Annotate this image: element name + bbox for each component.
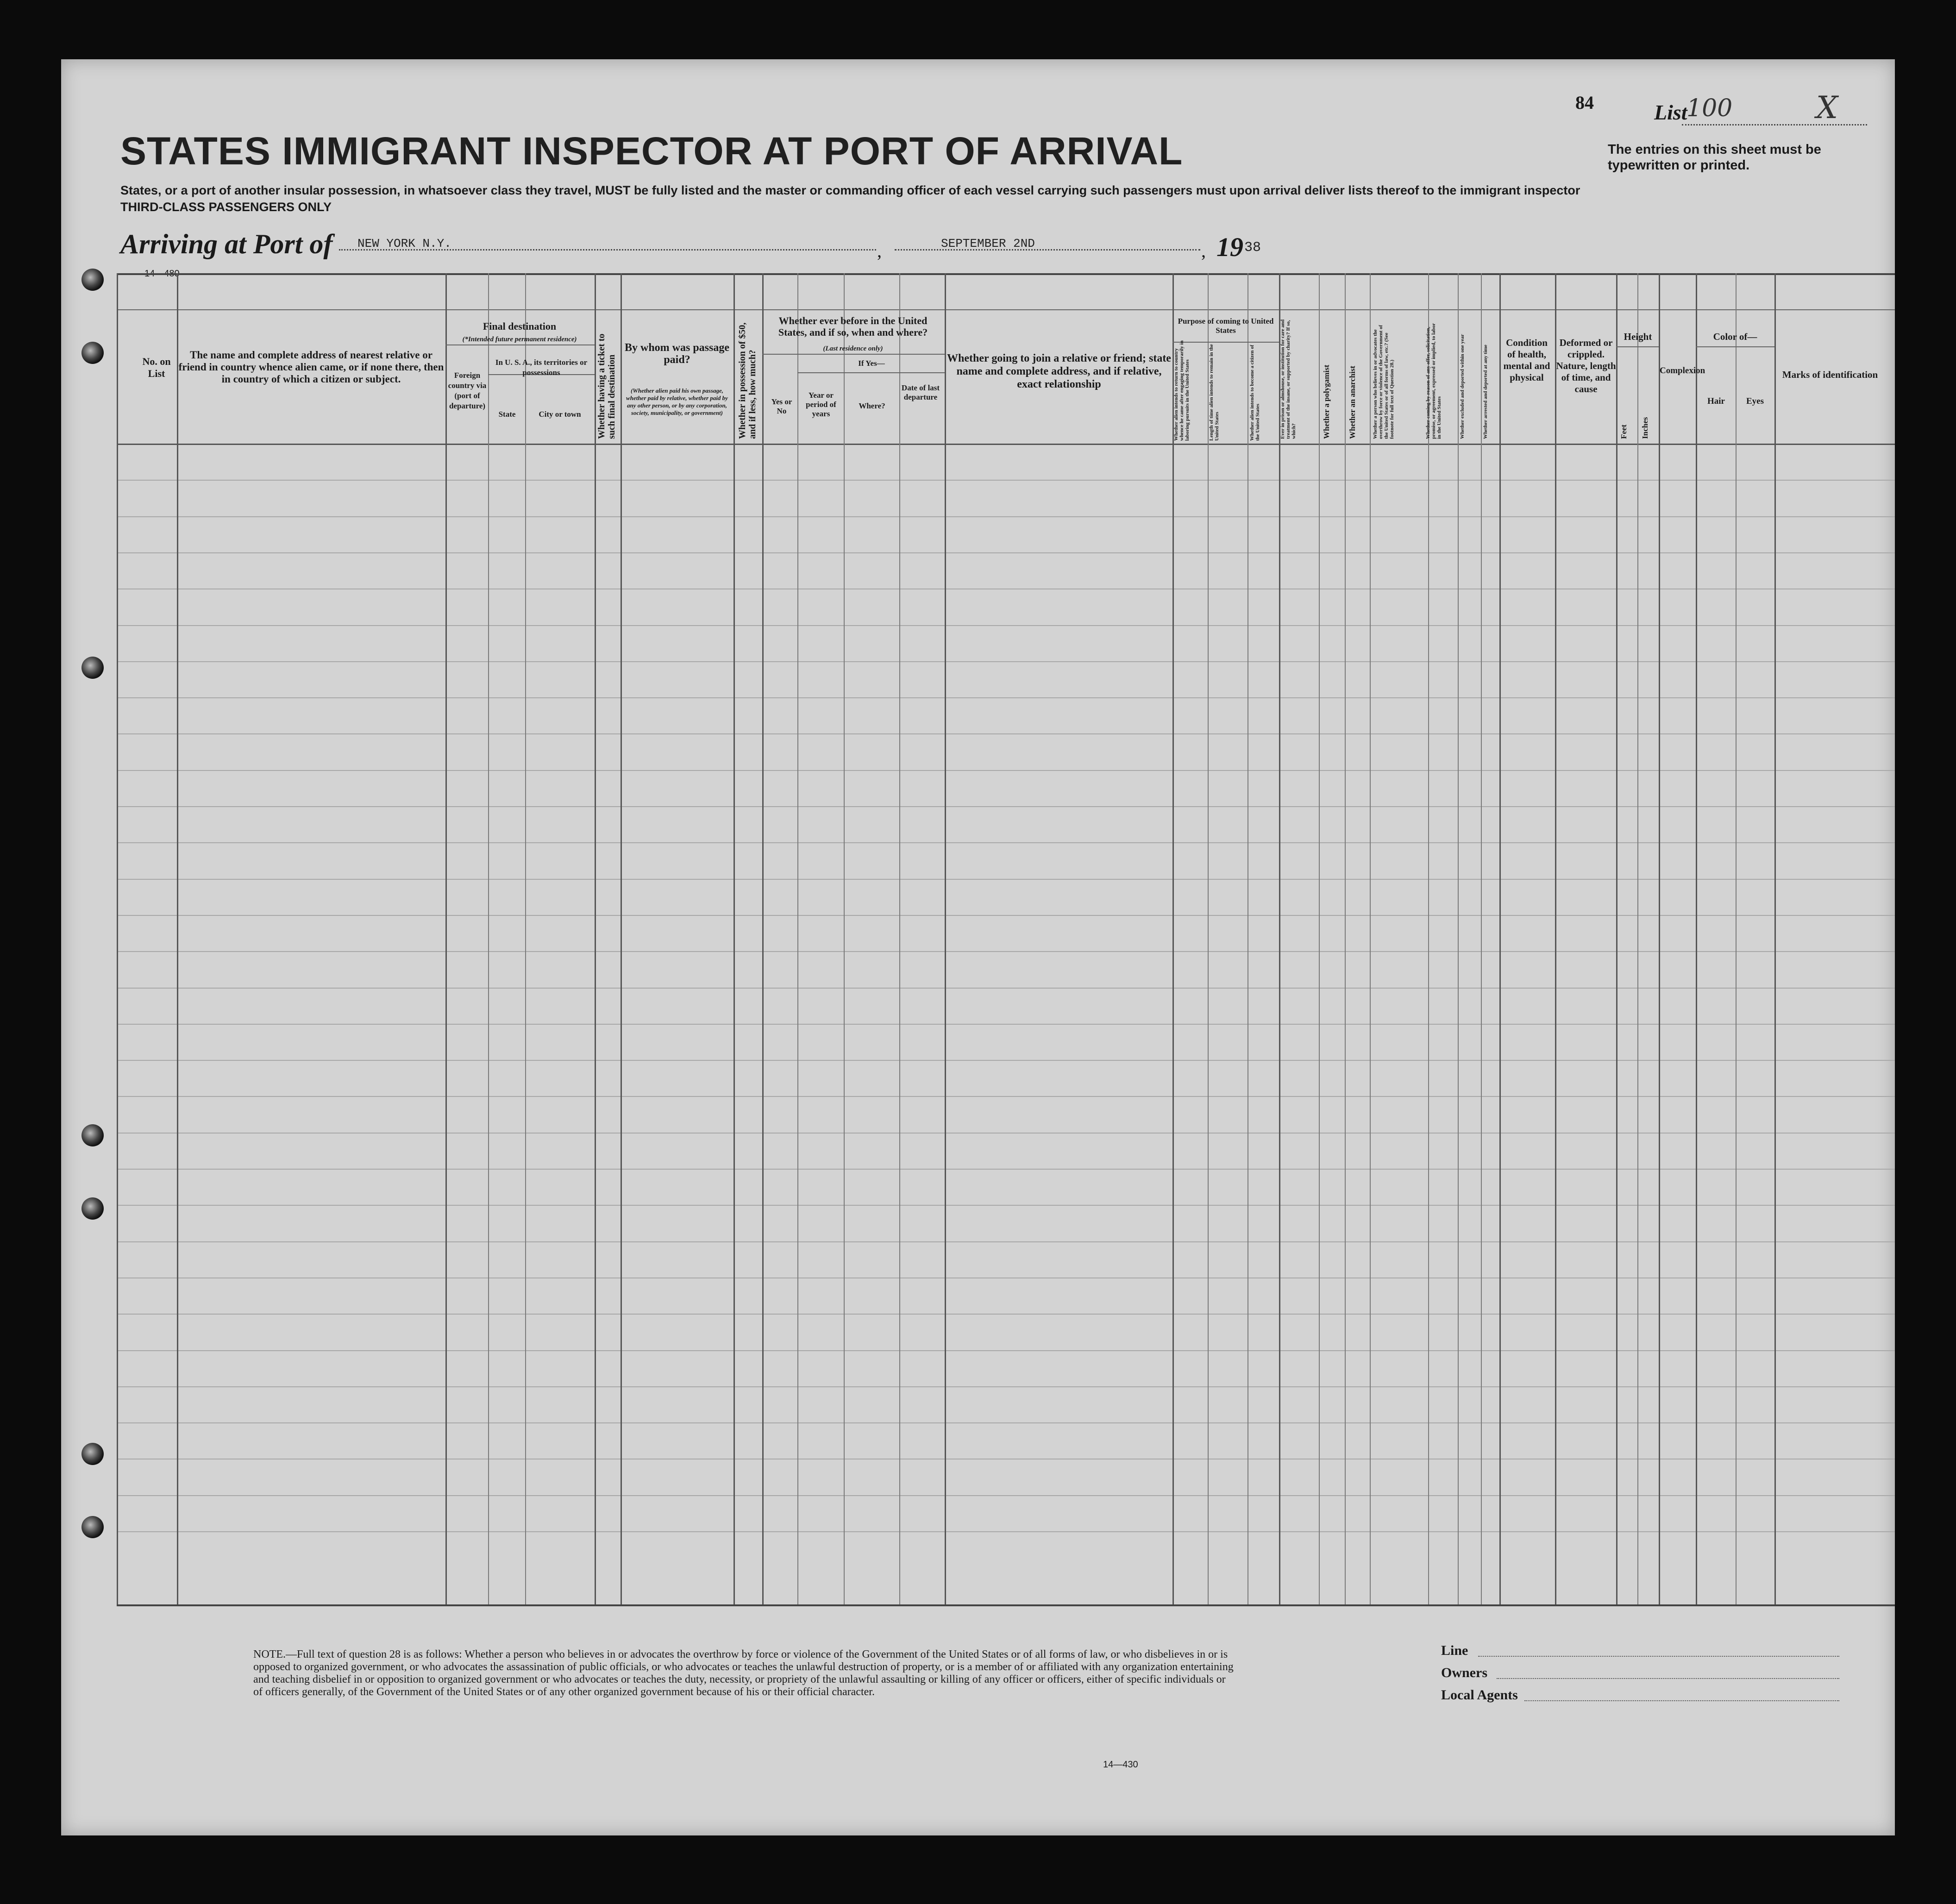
column-rule <box>945 273 946 1604</box>
row-rule <box>117 661 1895 662</box>
col34-feet: Feet <box>1619 424 1628 439</box>
col30-heading: Whether excluded and deported within one year <box>1460 334 1465 439</box>
page-title: STATES IMMIGRANT INSPECTOR AT PORT OF ARRIVAL <box>120 129 1183 173</box>
row-rule <box>117 625 1895 626</box>
binder-hole <box>82 342 104 364</box>
col37-heading: Marks of identification <box>1782 369 1878 380</box>
date-value: SEPTEMBER 2ND <box>941 237 1035 251</box>
column-rule <box>621 273 622 1604</box>
row-rule <box>117 516 1895 517</box>
col24-heading: Purpose of coming to United States <box>1178 317 1274 335</box>
year-prefix: 19 <box>1216 232 1243 262</box>
list-number: 100 <box>1686 94 1733 122</box>
column-rule <box>1428 273 1429 1604</box>
row-rule <box>117 1169 1895 1170</box>
line-field <box>1478 1656 1839 1657</box>
col36-heading: Color of— <box>1713 331 1757 342</box>
row-rule <box>117 1096 1895 1097</box>
binder-hole <box>82 657 104 679</box>
col29-heading: Whether coming by reason of any offer, solicitation, promise, or agreement, expressed or implied, to labor in the United States <box>1425 323 1442 439</box>
manifest-table <box>61 59 1895 1835</box>
col16-heading: No. on List <box>142 356 171 379</box>
list-mark: X <box>1816 90 1838 125</box>
row-rule <box>117 915 1895 916</box>
row-rule <box>117 1060 1895 1061</box>
comma-2: , <box>1201 240 1206 261</box>
manifest-sheet <box>61 59 1895 1835</box>
agents-field <box>1524 1700 1839 1701</box>
footnote-q28: NOTE.—Full text of question 28 is as follows: Whether a person who believes in or advocates the overthrow by force or violence of the Government of the United States or of all forms of law, or who disbelieves in or is opposed to organized government, or who advocates the assassination of public officials, or who advocates or teaches the unlawful destruction of property, or is a member of or affiliated with any organization entertaining and teaching disbelief in or opposition to organized government or who advocates or teaches the duty, necessity, or propriety of the unlawful assaulting or killing of any officer or officers, either of specific individuals or of officers generally, of the Government of the United States or of any other organized government because of his or their official character. <box>253 1648 1234 1698</box>
row-rule <box>117 1133 1895 1134</box>
col18-state: State <box>498 410 516 419</box>
agents-label: Local Agents <box>1441 1687 1518 1703</box>
column-rule <box>595 273 596 1604</box>
page-number: 84 <box>1575 92 1594 113</box>
column-rule <box>844 273 845 1604</box>
col18-heading: Final destination <box>483 320 557 332</box>
row-rule <box>117 988 1895 989</box>
column-rule <box>762 273 764 1604</box>
header-instructions: States, or a port of another insular possession, in whatsoever class they travel, MUST be fully listed and the master or commanding officer of each vessel carrying such passengers must upon arrival deliver lists thereof to the immigrant inspector <box>120 183 1580 197</box>
colnum-rule <box>117 309 1895 310</box>
column-rule <box>1370 273 1371 1604</box>
column-rule <box>1319 273 1320 1604</box>
col18-foreign: Foreign country via (port of departure) <box>448 371 487 410</box>
col28-heading: Whether a person who believes in or advocates the overthrow by force or violence of the Government of the United States or of all forms of law, etc.? (See footnote for full text of Question 28.) <box>1373 325 1395 439</box>
column-rule <box>488 273 489 1604</box>
col18-note: (*Intended future permanent residence) <box>462 336 577 343</box>
column-rule <box>1172 273 1174 1604</box>
row-rule <box>117 842 1895 843</box>
column-rule <box>1696 273 1697 1604</box>
row-rule <box>117 1241 1895 1242</box>
row-rule <box>117 1314 1895 1315</box>
col26-heading: Whether a polygamist <box>1322 364 1331 439</box>
col18-city: City or town <box>539 410 581 419</box>
col33-heading: Deformed or crippled. Nature, length of time, and cause <box>1556 337 1616 395</box>
owners-field <box>1497 1678 1839 1679</box>
column-rule <box>1616 273 1617 1604</box>
row-rule <box>117 879 1895 880</box>
col17-heading: The name and complete address of nearest relative or friend in country whence alien came, or if none there, then in country of which a citizen or subject. <box>178 349 444 385</box>
column-rule <box>1481 273 1482 1604</box>
class-line: THIRD-CLASS PASSENGERS ONLY <box>120 200 332 214</box>
row-rule <box>117 1350 1895 1351</box>
column-rule <box>1736 273 1737 1604</box>
subheader-rule <box>797 372 945 373</box>
row-rule <box>117 1422 1895 1423</box>
row-rule <box>117 1495 1895 1496</box>
table-top-rule <box>117 273 1895 275</box>
column-rule <box>734 273 735 1604</box>
column-rule <box>1659 273 1660 1604</box>
binder-hole <box>82 1443 104 1465</box>
column-rule <box>117 273 118 1604</box>
column-rule <box>445 273 447 1604</box>
table-bottom-rule <box>117 1604 1895 1606</box>
binder-hole <box>82 1516 104 1538</box>
binder-hole <box>82 1197 104 1220</box>
col22-where: Where? <box>859 401 885 410</box>
col24b-heading: Length of time alien intends to remain in the United States <box>1209 344 1220 441</box>
col20-note: (Whether alien paid his own passage, whether paid by relative, whether paid by any other person, or by any corporation, society, municipality, or government) <box>626 387 728 416</box>
col22-note: (Last residence only) <box>823 345 883 352</box>
line-label: Line <box>1441 1643 1468 1658</box>
col34-inches: Inches <box>1641 417 1649 439</box>
binder-hole <box>82 1124 104 1146</box>
col32-heading: Condition of health, mental and physical <box>1503 337 1550 383</box>
col23-heading: Whether going to join a relative or friend; state name and complete address, and if relative, exact relationship <box>947 352 1171 390</box>
row-rule <box>117 951 1895 952</box>
col22-date: Date of last departure <box>901 383 940 401</box>
col36-eyes: Eyes <box>1746 396 1764 406</box>
col25-heading: Ever in prison or almshouse, or institution for care and treatment of the insane, or supported by charity? If so, which? <box>1280 319 1297 439</box>
column-rule <box>1555 273 1556 1604</box>
col21-heading: Whether in possession of $50, and if less, how much? <box>737 322 758 439</box>
column-rule <box>177 273 178 1604</box>
row-rule <box>117 1205 1895 1206</box>
typed-note: The entries on this sheet must be typewritten or printed. <box>1608 142 1821 173</box>
col36-hair: Hair <box>1707 396 1725 406</box>
row-rule <box>117 806 1895 807</box>
owners-label: Owners <box>1441 1665 1487 1680</box>
column-rule <box>797 273 798 1604</box>
col27-heading: Whether an anarchist <box>1348 365 1357 439</box>
column-rule <box>525 273 526 1604</box>
header-bottom-rule <box>117 444 1895 445</box>
row-rule <box>117 1024 1895 1025</box>
col18-usa: In U. S. A., its territories or possessions <box>495 358 588 377</box>
col24c-heading: Whether alien intends to become a citizen of the United States <box>1249 344 1260 441</box>
row-rule <box>117 733 1895 734</box>
list-label: List <box>1654 100 1687 124</box>
row-rule <box>117 480 1895 481</box>
subheader-rule <box>1616 346 1659 347</box>
row-rule <box>117 552 1895 553</box>
comma-1: , <box>877 240 882 261</box>
col31-heading: Whether arrested and deported at any time <box>1483 344 1488 439</box>
form-code-top: 14—480 <box>144 269 180 279</box>
col24a-heading: Whether alien intends to return to country whence he came after engaging temporarily in laboring pursuits in the United States <box>1173 340 1190 441</box>
row-rule <box>117 1386 1895 1387</box>
column-rule <box>1774 273 1776 1604</box>
column-rule <box>1499 273 1501 1604</box>
row-rule <box>117 1531 1895 1532</box>
col19-heading: Whether having a ticket to such final destination <box>596 333 617 439</box>
year-suffix: 38 <box>1244 240 1261 256</box>
col22-year: Year or period of years <box>806 391 836 418</box>
row-rule <box>117 770 1895 771</box>
form-code-bottom: 14—430 <box>1103 1760 1138 1770</box>
column-rule <box>1279 273 1280 1604</box>
column-rule <box>1458 273 1459 1604</box>
col22-heading: Whether ever before in the United States, and if so, when and where? <box>778 315 928 338</box>
col22-yesno: Yes or No <box>771 397 792 415</box>
column-rule <box>1208 273 1209 1604</box>
port-value: NEW YORK N.Y. <box>357 237 451 251</box>
col22-ifyes: If Yes— <box>858 359 885 368</box>
column-rule <box>1637 273 1638 1604</box>
port-label: Arriving at Port of <box>120 229 333 259</box>
col34-heading: Height <box>1624 331 1652 342</box>
column-rule <box>899 273 900 1604</box>
column-rule <box>1345 273 1346 1604</box>
col35-heading: Complexion <box>1660 366 1705 376</box>
row-rule <box>117 697 1895 698</box>
binder-hole <box>82 269 104 291</box>
col20-heading: By whom was passage paid? <box>624 342 730 366</box>
subheader-rule <box>1696 346 1774 347</box>
